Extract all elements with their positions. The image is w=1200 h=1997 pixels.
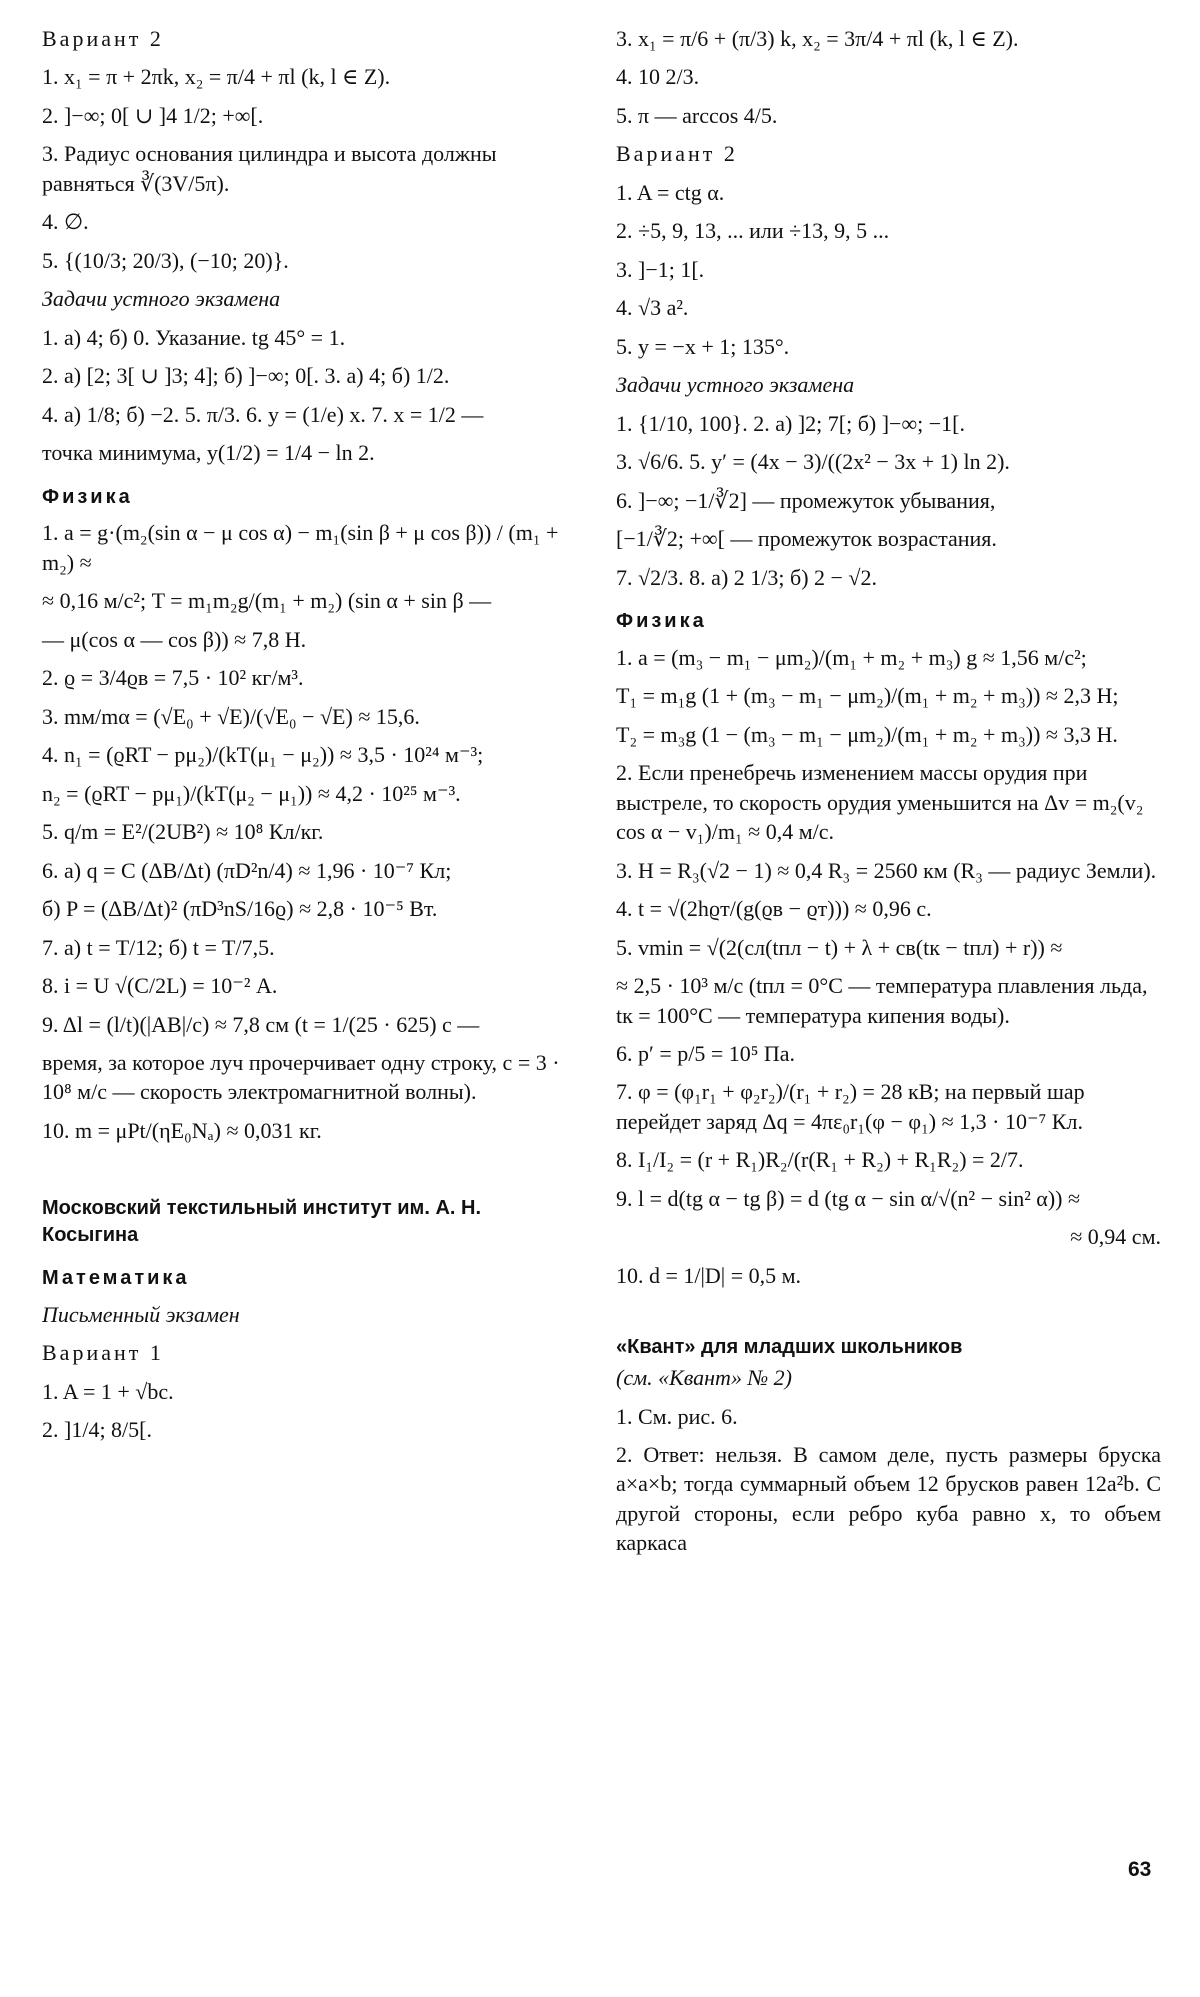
- answer-line: 1. a = (m₃ − m₁ − μm₂)/(m₁ + m₂ + m₃) g ≈ 1,56 м/с²;: [616, 644, 1087, 670]
- answer-line: 4. 10 2/3.: [616, 64, 700, 90]
- answer-line: 5. {(10/3; 20/3), (−10; 20)}.: [42, 247, 289, 273]
- answer-line: 5. π — arccos 4/5.: [616, 102, 778, 128]
- answer-line: время, за которое луч прочерчивает одну строку, c = 3 · 10⁸ м/с — скорость электромагнитной волны).: [42, 1049, 560, 1105]
- answer-line: 1. A = ctg α.: [616, 179, 725, 205]
- answer-line: 9. l = d(tg α − tg β) = d (tg α − sin α/√(n² − sin² α)) ≈: [616, 1185, 1081, 1211]
- answer-line: 2. ]1/4; 8/5[.: [42, 1417, 152, 1443]
- answer-line: 5. y = −x + 1; 135°.: [616, 333, 790, 359]
- institute-title: Московский текстильный институт им. А. Н. Косыгина: [42, 1197, 482, 1247]
- answer-line: 1. a = g·(m₂(sin α − μ cos α) − m₁(sin β + μ cos β)) / (m₁ + m₂) ≈: [42, 520, 559, 575]
- answer-line: 2. а) [2; 3[ ∪ ]3; 4]; б) ]−∞; 0[. 3. а) 4; б) 1/2.: [42, 363, 450, 389]
- kvant-subheader: (см. «Квант» № 2): [616, 1365, 793, 1391]
- physics-header: Физика: [42, 485, 133, 508]
- answer-line: ≈ 0,16 м/с²; T = m₁m₂g/(m₁ + m₂) (sin α + sin β —: [42, 588, 492, 614]
- variant2-header: Вариант 2: [616, 141, 738, 167]
- answer-line: 8. I₁/I₂ = (r + R₁)R₂/(r(R₁ + R₂) + R₁R₂) = 2/7.: [616, 1147, 1024, 1173]
- answer-line: 6. p′ = p/5 = 10⁵ Па.: [616, 1040, 796, 1066]
- answer-line: T₂ = m₃g (1 − (m₃ − m₁ − μm₂)/(m₁ + m₂ + m₃)) ≈ 3,3 Н.: [616, 721, 1118, 747]
- answer-line: 1. A = 1 + √bc.: [42, 1378, 174, 1404]
- answer-line: 6. а) q = C (ΔB/Δt) (πD²n/4) ≈ 1,96 · 10⁻⁷ Кл;: [42, 857, 452, 883]
- kvant-header: «Квант» для младших школьников: [616, 1336, 963, 1359]
- answer-line: 10. m = μPt/(ηE₀Nₐ) ≈ 0,031 кг.: [42, 1117, 322, 1143]
- answer-line: 10. d = 1/|D| = 0,5 м.: [616, 1262, 802, 1288]
- answer-line: ≈ 2,5 · 10³ м/с (tпл = 0°C — температура плавления льда, tк = 100°C — температура кипения воды).: [616, 973, 1148, 1028]
- answer-line: 6. ]−∞; −1/∛2] — промежуток убывания,: [616, 487, 996, 513]
- answer-line: 4. n₁ = (ϱRT − pμ₂)/(kT(μ₁ − μ₂)) ≈ 3,5 · 10²⁴ м⁻³;: [42, 742, 484, 768]
- answer-line: точка минимума, y(1/2) = 1/4 − ln 2.: [42, 440, 375, 466]
- answer-line: 2. Ответ: нельзя. В самом деле, пусть размеры бруска a×a×b; тогда суммарный объем 12 брусков равен 12a²b. С другой стороны, если ребро куба равно x, то объем каркаса: [616, 1442, 1161, 1556]
- answer-line: ≈ 0,94 см.: [1070, 1224, 1161, 1250]
- answer-line: T₁ = m₁g (1 + (m₃ − m₁ − μm₂)/(m₁ + m₂ + m₃)) ≈ 2,3 Н;: [616, 683, 1119, 709]
- physics-header: Физика: [616, 610, 707, 633]
- right-column: [616, 24, 1161, 1567]
- answer-line: 3. H = R₃(√2 − 1) ≈ 0,4 R₃ = 2560 км (R₃ — радиус Земли).: [616, 857, 1157, 883]
- answer-line: 2. ϱ = 3/4ϱв = 7,5 · 10² кг/м³.: [42, 665, 304, 691]
- answer-line: 4. ∅.: [42, 209, 89, 235]
- answer-line: 7. φ = (φ₁r₁ + φ₂r₂)/(r₁ + r₂) = 28 кВ; на первый шар перейдет заряд Δq = 4πε₀r₁(φ − φ₁) ≈ 1,3 · 10⁻⁷ Кл.: [616, 1079, 1085, 1134]
- answer-line: n₂ = (ϱRT − pμ₁)/(kT(μ₂ − μ₁)) ≈ 4,2 · 10²⁵ м⁻³.: [42, 780, 461, 806]
- answer-line: 2. Если пренебречь изменением массы орудия при выстреле, то скорость орудия уменьшится на Δv = m₂(v₂ cos α − v₁)/m₁ ≈ 0,4 м/с.: [616, 760, 1144, 845]
- written-exam-header: Письменный экзамен: [42, 1301, 240, 1327]
- answer-line: 9. Δl = (l/t)(|AB|/c) ≈ 7,8 см (t = 1/(25 · 625) c —: [42, 1011, 480, 1037]
- answer-line: 7. √2/3. 8. а) 2 1/3; б) 2 − √2.: [616, 564, 878, 590]
- variant1-header: Вариант 1: [42, 1340, 164, 1366]
- answer-line: 3. mм/mα = (√E₀ + √E)/(√E₀ − √E) ≈ 15,6.: [42, 703, 420, 729]
- answer-line: 4. √3 a².: [616, 295, 689, 321]
- answer-line: 5. q/m = E²/(2UB²) ≈ 10⁸ Кл/кг.: [42, 819, 324, 845]
- answer-line: 1. {1/10, 100}. 2. а) ]2; 7[; б) ]−∞; −1[.: [616, 410, 965, 436]
- math-header: Математика: [42, 1266, 190, 1289]
- answer-line: 2. ÷5, 9, 13, ... или ÷13, 9, 5 ...: [616, 218, 890, 244]
- oral-exam-header: Задачи устного экзамена: [42, 286, 281, 312]
- answer-line: 4. а) 1/8; б) −2. 5. π/3. 6. y = (1/e) x. 7. x = 1/2 —: [42, 401, 484, 427]
- answer-line: б) P = (ΔB/Δt)² (πD³nS/16ϱ) ≈ 2,8 · 10⁻⁵ Вт.: [42, 896, 438, 922]
- answer-line: 1. См. рис. 6.: [616, 1403, 738, 1429]
- answer-line: 1. x₁ = π + 2πk, x₂ = π/4 + πl (k, l ∈ Z).: [42, 64, 391, 90]
- answer-line: 7. а) t = T/12; б) t = T/7,5.: [42, 934, 275, 960]
- answer-line: 3. Радиус основания цилиндра и высота должны равняться ∛(3V/5π).: [42, 141, 497, 196]
- answer-line: 8. i = U √(C/2L) = 10⁻² А.: [42, 973, 278, 999]
- answer-line: 2. ]−∞; 0[ ∪ ]4 1/2; +∞[.: [42, 102, 264, 128]
- answer-line: 3. ]−1; 1[.: [616, 256, 705, 282]
- left-column: [42, 24, 582, 1454]
- answer-line: 3. x₁ = π/6 + (π/3) k, x₂ = 3π/4 + πl (k, l ∈ Z).: [616, 26, 1019, 51]
- oral-exam-header: Задачи устного экзамена: [616, 372, 855, 398]
- answer-line: 3. √6/6. 5. y′ = (4x − 3)/((2x² − 3x + 1) ln 2).: [616, 449, 1010, 475]
- answer-line: — μ(cos α — cos β)) ≈ 7,8 Н.: [42, 626, 307, 652]
- answer-line: [−1/∛2; +∞[ — промежуток возрастания.: [616, 526, 997, 552]
- answer-line: 1. а) 4; б) 0. Указание. tg 45° = 1.: [42, 324, 346, 350]
- answer-line: 5. vmin = √(2(cл(tпл − t) + λ + cв(tк − tпл) + r)) ≈: [616, 934, 1063, 960]
- variant2-header: Вариант 2: [42, 26, 164, 51]
- page-number: 63: [1128, 1858, 1152, 1881]
- answer-line: 4. t = √(2hϱт/(g(ϱв − ϱт))) ≈ 0,96 с.: [616, 896, 932, 922]
